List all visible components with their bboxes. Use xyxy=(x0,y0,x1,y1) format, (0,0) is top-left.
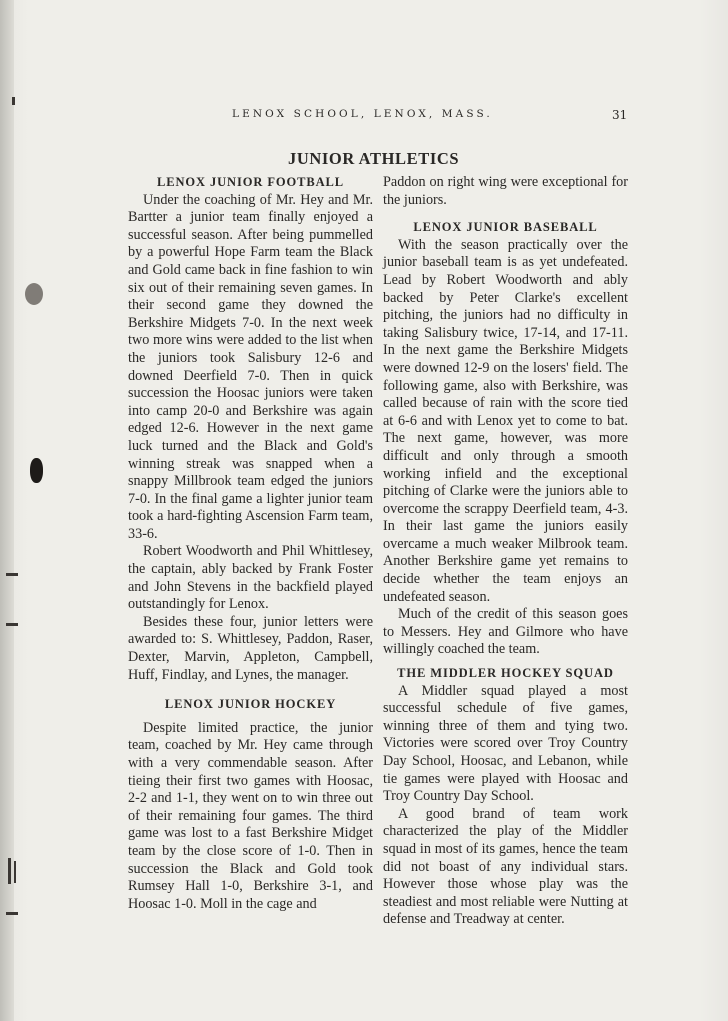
binding-mark xyxy=(6,573,18,576)
running-header xyxy=(0,108,728,124)
baseball-heading: LENOX JUNIOR BASEBALL xyxy=(413,220,598,235)
middler-heading: THE MIDDLER HOCKEY SQUAD xyxy=(397,666,614,681)
punch-hole xyxy=(25,283,43,305)
punch-hole xyxy=(30,458,43,483)
football-paragraph: Under the coaching of Mr. Hey and Mr. Bartter a junior team finally enjoyed a successful season. After being pummelled by a powerful Hope Farm team the Black and Gold came back in fine fashion to win six out of their remaining seven games. In their second game they downed the Berkshire Midgets 7-0. In the next week two more wins were added to the list when the juniors took Salisbury 12-6 and downed Deerfield 7-0. Then in quick succession the Hoosac juniors were taken into camp 20-0 and Berkshire was again edged 12-6. However in the next game luck turned and the Black and Gold's winning streak was snapped when a snappy Millbrook team edged the juniors 7-0. In the final game a lighter junior team took a hard-fighting Ascension Farm team, 33-6. xyxy=(128,191,373,542)
binding-mark xyxy=(6,912,18,915)
baseball-paragraph: With the season practically over the junior baseball team is as yet undefeated. Lead by Robert Woodworth and ably backed by Peter Clarke's excellent pitching, the juniors had no difficulty in taking Salisbury twice, 17-14, and 17-11. In the next game the Berkshire Midgets were downed 12-9 on the losers' field. The following game, also with Berkshire, was called because of rain with the score tied at 6-6 and with Lenox yet to come to bat. The next game, however, was more difficult and only through a smooth working infield and the exceptional pitching of Clarke were the juniors able to overcome the scrappy Deerfield team, 4-3. In their last game the juniors easily overcame a much weaker Milbrook team. Another Berkshire game yet remains to decide whether the team enjoys an undefeated season. xyxy=(383,236,628,605)
left-column xyxy=(128,174,373,913)
page-number: 31 xyxy=(612,108,628,122)
hockey-paragraph: Despite limited practice, the junior team, coached by Mr. Hey came through with a very commendable season. After tieing their first two games with Hoosac, 2-2 and 1-1, they went on to win three out of their remaining four games. The third game was lost to a fast Berkshire Midget team by the close score of 1-0. Then in succession the Black and Gold took Rumsey Hall 1-0, Berkshire 3-1, and Hoosac 1-0. Moll in the cage and xyxy=(128,719,373,912)
page-title: JUNIOR ATHLETICS xyxy=(288,149,460,168)
binding-mark xyxy=(6,623,18,626)
hockey-heading: LENOX JUNIOR HOCKEY xyxy=(164,697,337,712)
hockey-continued-paragraph: Paddon on right wing were exceptional for the juniors. xyxy=(383,174,628,208)
binding-edge xyxy=(0,0,14,1021)
football-heading: LENOX JUNIOR FOOTBALL xyxy=(157,175,344,189)
baseball-paragraph: Much of the credit of this season goes to Messers. Hey and Gilmore who have willingly coached the team. xyxy=(383,606,628,658)
right-column xyxy=(383,174,628,929)
school-header: LENOX SCHOOL, LENOX, MASS. xyxy=(232,108,493,120)
middler-paragraph: A Middler squad played a most successful schedule of five games, winning three of them and tying two. Victories were scored over Troy Country Day School, Hoosac, and Lebanon, while tie games were played with Hoosac and Troy Country Day School. xyxy=(383,682,628,805)
football-paragraph: Robert Woodworth and Phil Whittlesey, the captain, ably backed by Frank Foster and John Stevens in the backfield played outstandingly for Lenox. xyxy=(128,543,373,613)
binding-mark xyxy=(8,858,11,884)
binding-mark xyxy=(14,861,16,883)
football-paragraph: Besides these four, junior letters were awarded to: S. Whittlesey, Paddon, Raser, Dexter, Marvin, Appleton, Campbell, Huff, Findlay, and Lynes, the manager. xyxy=(128,613,373,683)
binding-mark xyxy=(12,97,15,105)
middler-paragraph: A good brand of team work characterized the play of the Middler squad in most of its games, hence the team did not boast of any individual stars. However those whose play was the steadiest and most reliable were Nutting at defense and Treadway at center. xyxy=(383,805,628,928)
